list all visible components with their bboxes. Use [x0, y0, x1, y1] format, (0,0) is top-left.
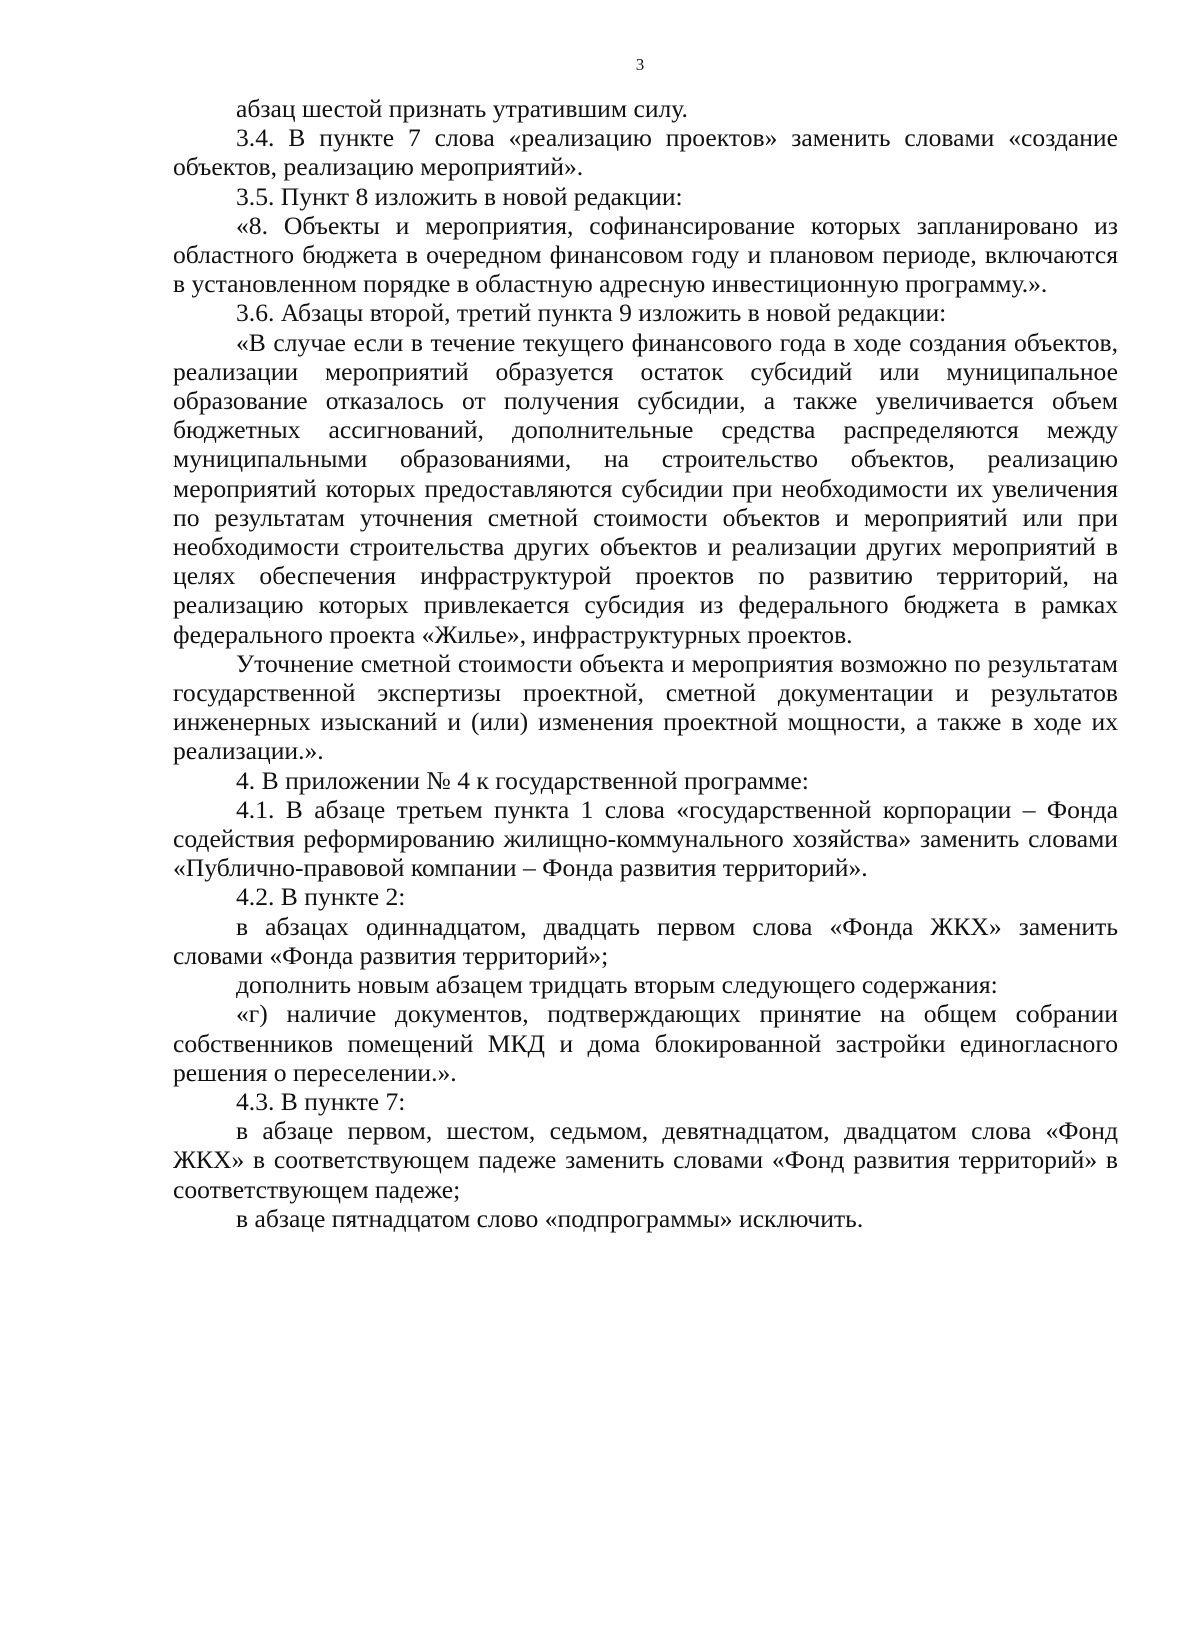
paragraph-2: 3.4. В пункте 7 слова «реализацию проектов» заменить словами «создание объектов, реализацию мероприятий». [173, 123, 1118, 182]
paragraph-7: Уточнение сметной стоимости объекта и мероприятия возможно по результатам государственной экспертизы проектной, сметной документации и результатов инженерных изысканий и (или) изменения проектной мощности, а также в ходе их реализации.». [173, 648, 1118, 766]
paragraph-1: абзац шестой признать утратившим силу. [236, 94, 688, 123]
paragraph-5: 3.6. Абзацы второй, третий пункта 9 изложить в новой редакции: [236, 298, 947, 328]
paragraph-15: в абзаце первом, шестом, седьмом, девятнадцатом, двадцатом слова «Фонд ЖКХ» в соответствующем падеже заменить словами «Фонд развития территорий» в соответствующем падеже; [173, 1116, 1118, 1204]
paragraph-13: «г) наличие документов, подтверждающих принятие на общем собрании собственников помещений МКД и дома блокированной застройки единогласного решения о переселении.». [173, 999, 1118, 1087]
paragraph-12: дополнить новым абзацем тридцать вторым следующего содержания: [236, 970, 998, 1000]
paragraph-3: 3.5. Пункт 8 изложить в новой редакции: [236, 181, 683, 211]
paragraph-10: 4.2. В пункте 2: [236, 882, 406, 912]
paragraph-4: «8. Объекты и мероприятия, софинансирование которых запланировано из областного бюджета в очередном финансовом году и плановом периоде, включаются в установленном порядке в областную адресную инвестиционную программу.». [173, 210, 1118, 299]
paragraph-14: 4.3. В пункте 7: [236, 1086, 406, 1116]
page-number: 3 [635, 55, 645, 74]
paragraph-11: в абзацах одиннадцатом, двадцать первом слова «Фонда ЖКХ» заменить словами «Фонда развития территорий»; [173, 911, 1118, 970]
paragraph-6: «В случае если в течение текущего финансового года в ходе создания объектов, реализации мероприятий образуется остаток субсидий или муниципальное образование отказалось от получения субсидии, а также увеличивается объем бюджетных ассигнований, дополнительные средства распределяются между муниципальными образованиями, на строительство объектов, реализацию мероприятий которых предоставляются субсидии при необходимости их увеличения по результатам уточнения сметной стоимости объектов и мероприятий или при необходимости строительства других объектов и реализации других мероприятий в целях обеспечения инфраструктурой проектов по развитию территорий, на реализацию которых привлекается субсидия из федерального бюджета в рамках федерального проекта «Жилье», инфраструктурных проектов. [173, 327, 1118, 649]
paragraph-9: 4.1. В абзаце третьем пункта 1 слова «государственной корпорации – Фонда содействия реформированию жилищно-коммунального хозяйства» заменить словами «Публично-правовой компании – Фонда развития территорий». [173, 794, 1118, 883]
paragraph-16: в абзаце пятнадцатом слово «подпрограммы» исключить. [236, 1203, 864, 1233]
paragraph-8: 4. В приложении № 4 к государственной программе: [236, 765, 809, 795]
document-body [173, 94, 1118, 1233]
